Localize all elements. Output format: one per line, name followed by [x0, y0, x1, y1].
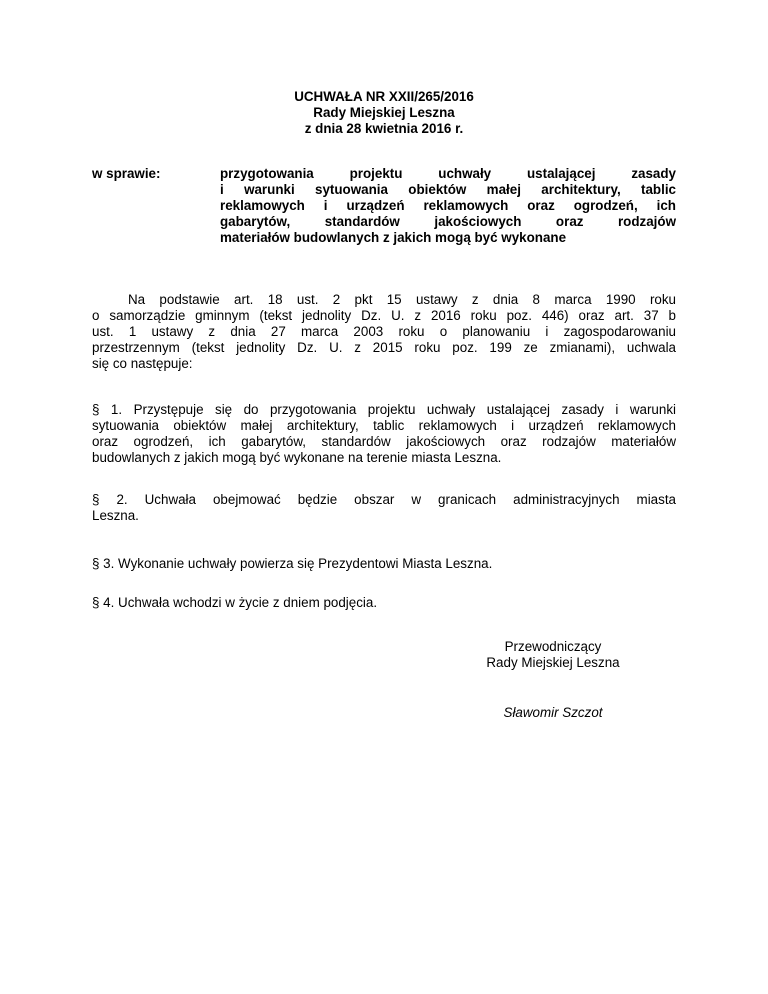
preamble-line: o samorządzie gminnym (tekst jednolity Dz. U. z 2016 roku poz. 446) oraz art. 37 b	[92, 308, 676, 323]
subject-line: gabarytów, standardów jakościowych oraz rodzajów	[220, 214, 676, 229]
subject-line: materiałów budowlanych z jakich mogą być wykonane	[220, 230, 567, 245]
signature-role: Przewodniczący	[504, 639, 602, 654]
section-line: Leszna.	[92, 508, 139, 523]
signature-name: Sławomir Szczot	[503, 705, 603, 720]
section-4	[92, 595, 676, 611]
resolution-title: UCHWAŁA NR XXII/265/2016	[294, 89, 474, 104]
subject-label: w sprawie:	[92, 166, 161, 181]
section-2	[92, 492, 676, 524]
section-line: § 4. Uchwała wchodzi w życie z dniem podjęcia.	[92, 595, 378, 610]
resolution-date: z dnia 28 kwietnia 2016 r.	[304, 121, 464, 136]
preamble-line: Na podstawie art. 18 ust. 2 pkt 15 ustawy z dnia 8 marca 1990 roku	[128, 292, 676, 307]
subject-line: przygotowania projektu uchwały ustalającej zasady	[220, 166, 676, 181]
section-line: budowlanych z jakich mogą być wykonane na terenie miasta Leszna.	[92, 450, 502, 465]
section-line: sytuowania obiektów małej architektury, tablic reklamowych i urządzeń reklamowych	[92, 418, 676, 433]
preamble-line: przestrzennym (tekst jednolity Dz. U. z 2015 roku poz. 199 ze zmianami), uchwala	[92, 340, 676, 355]
section-line: oraz ogrodzeń, ich gabarytów, standardów jakościowych oraz rodzajów materiałów	[92, 434, 676, 449]
preamble-line: się co następuje:	[92, 356, 193, 371]
signature-body: Rady Miejskiej Leszna	[486, 655, 620, 670]
section-3	[92, 556, 676, 572]
subject-text	[220, 166, 676, 246]
council-name: Rady Miejskiej Leszna	[313, 105, 455, 120]
preamble-line: ust. 1 ustawy z dnia 27 marca 2003 roku o planowaniu i zagospodarowaniu	[92, 324, 676, 339]
section-line: § 2. Uchwała obejmować będzie obszar w granicach administracyjnych miasta	[92, 492, 676, 507]
section-line: § 1. Przystępuje się do przygotowania projektu uchwały ustalającej zasady i warunki	[92, 402, 676, 417]
subject-line: reklamowych i urządzeń reklamowych oraz ogrodzeń, ich	[220, 198, 676, 213]
section-1	[92, 402, 676, 466]
preamble	[92, 292, 676, 372]
section-line: § 3. Wykonanie uchwały powierza się Prezydentowi Miasta Leszna.	[92, 556, 493, 571]
subject-line: i warunki sytuowania obiektów małej architektury, tablic	[220, 182, 676, 197]
